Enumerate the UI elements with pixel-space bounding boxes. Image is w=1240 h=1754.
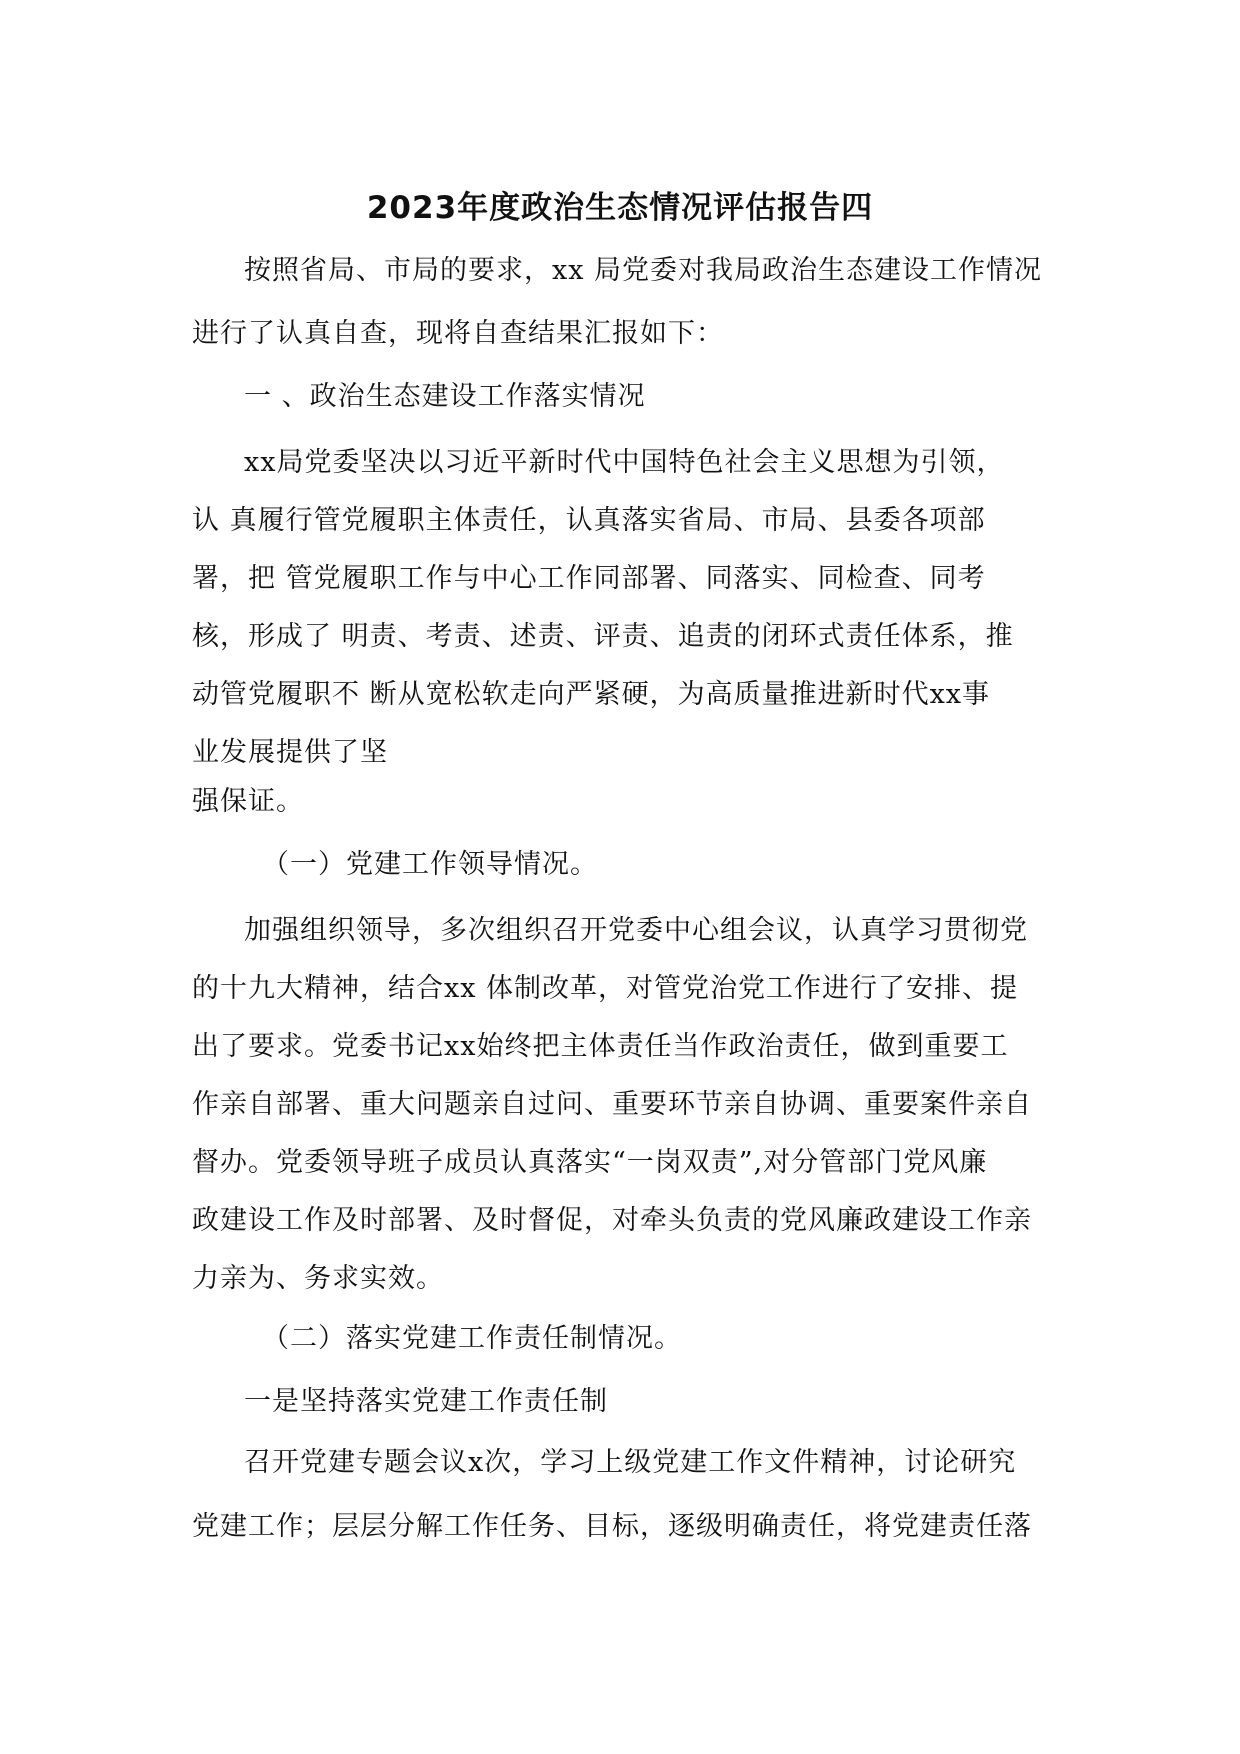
paragraph-line: 力亲为、务求实效。 <box>192 1263 444 1294</box>
subsection-heading: （一）党建工作领导情况。 <box>262 849 598 880</box>
paragraph-line: 督办。党委领导班子成员认真落实“一岗双责”,对分管部门党风廉 <box>192 1147 988 1178</box>
subsection-heading: （二）落实党建工作责任制情况。 <box>262 1323 682 1354</box>
paragraph-line: 作亲自部署、重大问题亲自过问、重要环节亲自协调、重要案件亲自 <box>192 1089 1032 1120</box>
paragraph-line: 业发展提供了坚 <box>192 737 388 768</box>
paragraph-line: 强保证。 <box>192 786 304 817</box>
section-heading: 一 、政治生态建设工作落实情况 <box>244 381 646 412</box>
paragraph-line: 出了要求。党委书记xx始终把主体责任当作政治责任，做到重要工 <box>192 1031 1009 1062</box>
paragraph-line: 政建设工作及时部署、及时督促，对牵头负责的党风廉政建设工作亲 <box>192 1205 1032 1236</box>
paragraph-line: xx局党委坚决以习近平新时代中国特色社会主义思想为引领， <box>244 447 1005 478</box>
paragraph-line: 按照省局、市局的要求，xx 局党委对我局政治生态建设工作情况 <box>244 255 1043 286</box>
paragraph-line: 一是坚持落实党建工作责任制 <box>244 1386 608 1417</box>
paragraph-line: 认 真履行管党履职主体责任，认真落实省局、市局、县委各项部 <box>192 505 986 536</box>
paragraph-line: 动管党履职不 断从宽松软走向严紧硬，为高质量推进新时代xx事 <box>192 679 991 710</box>
paragraph-line: 署，把 管党履职工作与中心工作同部署、同落实、同检查、同考 <box>192 563 986 594</box>
paragraph-line: 加强组织领导，多次组织召开党委中心组会议，认真学习贯彻党 <box>244 915 1028 946</box>
document-title: 2023年度政治生态情况评估报告四 <box>366 190 874 226</box>
paragraph-line: 进行了认真自查，现将自查结果汇报如下： <box>192 318 724 349</box>
paragraph-line: 党建工作；层层分解工作任务、目标，逐级明确责任，将党建责任落 <box>192 1511 1032 1542</box>
paragraph-line: 的十九大精神，结合xx 体制改革，对管党治党工作进行了安排、提 <box>192 973 1019 1004</box>
paragraph-line: 核，形成了 明责、考责、述责、评责、追责的闭环式责任体系，推 <box>192 621 1014 652</box>
paragraph-line: 召开党建专题会议x次，学习上级党建工作文件精神，讨论研究 <box>244 1447 1017 1478</box>
